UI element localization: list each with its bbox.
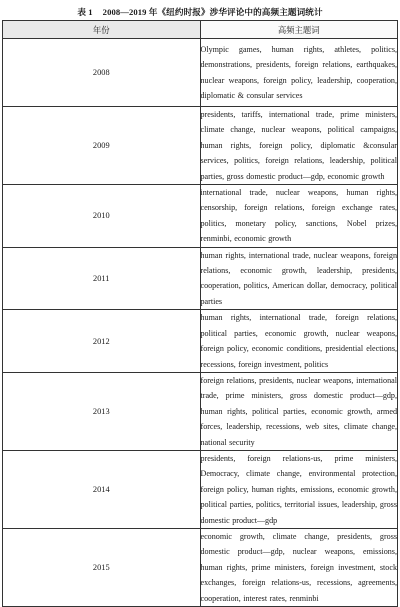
header-year: 年份 [3, 21, 201, 39]
terms-cell: Olympic games, human rights, athletes, politics, demonstrations, presidents, foreign relations, earthquakes, nuclear weapons, foreign policy, leadership, cooperation, diplomatic & consular services [200, 39, 398, 107]
table-header-row [3, 21, 398, 39]
year-cell: 2009 [3, 107, 201, 185]
terms-cell: international trade, nuclear weapons, human rights, censorship, foreign relations, foreign exchange rates, politics, monetary policy, sanctions, Nobel prizes, renminbi, economic growth [200, 185, 398, 248]
table-row [3, 107, 398, 185]
terms-cell: presidents, foreign relations-us, prime ministers, Democracy, climate change, environmental protection, foreign policy, human rights, emissions, economic growth, political parties, politics, territorial issues, leadership, gross domestic product—gdp [200, 450, 398, 528]
table-row [3, 310, 398, 373]
table-title: 2008—2019 年《纽约时报》涉华评论中的高频主题词统计 [102, 7, 323, 17]
table-row [3, 450, 398, 528]
terms-cell: economic growth, climate change, presidents, gross domestic product—gdp, nuclear weapons, emissions, human rights, prime ministers, foreign investment, stock exchanges, foreign relations-us, recessions, agreements, cooperation, interest rates, renminbi [200, 528, 398, 606]
year-cell: 2013 [3, 372, 201, 450]
year-cell: 2015 [3, 528, 201, 606]
terms-cell: human rights, international trade, nuclear weapons, foreign relations, economic growth, leadership, presidents, cooperation, politics, American dollar, democracy, political parties [200, 247, 398, 310]
year-cell: 2011 [3, 247, 201, 310]
table-row [3, 39, 398, 107]
keyword-table [2, 20, 398, 607]
table-row [3, 185, 398, 248]
header-terms: 高频主题词 [200, 21, 398, 39]
terms-cell: presidents, tariffs, international trade, prime ministers, climate change, nuclear weapons, political campaigns, human rights, foreign policy, diplomatic &consular services, politics, foreign relations, leadership, political parties, gross domestic product—gdp, economic growth [200, 107, 398, 185]
table-row [3, 528, 398, 606]
terms-cell: foreign relations, presidents, nuclear weapons, international trade, prime ministers, gross domestic product—gdp, human rights, political parties, economic growth, armed forces, leadership, recessions, web sites, climate change, national security [200, 372, 398, 450]
year-cell: 2014 [3, 450, 201, 528]
table-caption [0, 6, 400, 18]
table-row [3, 247, 398, 310]
terms-cell: human rights, international trade, foreign relations, political parties, economic growth, nuclear weapons, foreign policy, economic conditions, presidential elections, recessions, foreign investment, politics [200, 310, 398, 373]
year-cell: 2008 [3, 39, 201, 107]
table-number: 表 1 [77, 7, 93, 17]
table-row [3, 372, 398, 450]
year-cell: 2010 [3, 185, 201, 248]
year-cell: 2012 [3, 310, 201, 373]
